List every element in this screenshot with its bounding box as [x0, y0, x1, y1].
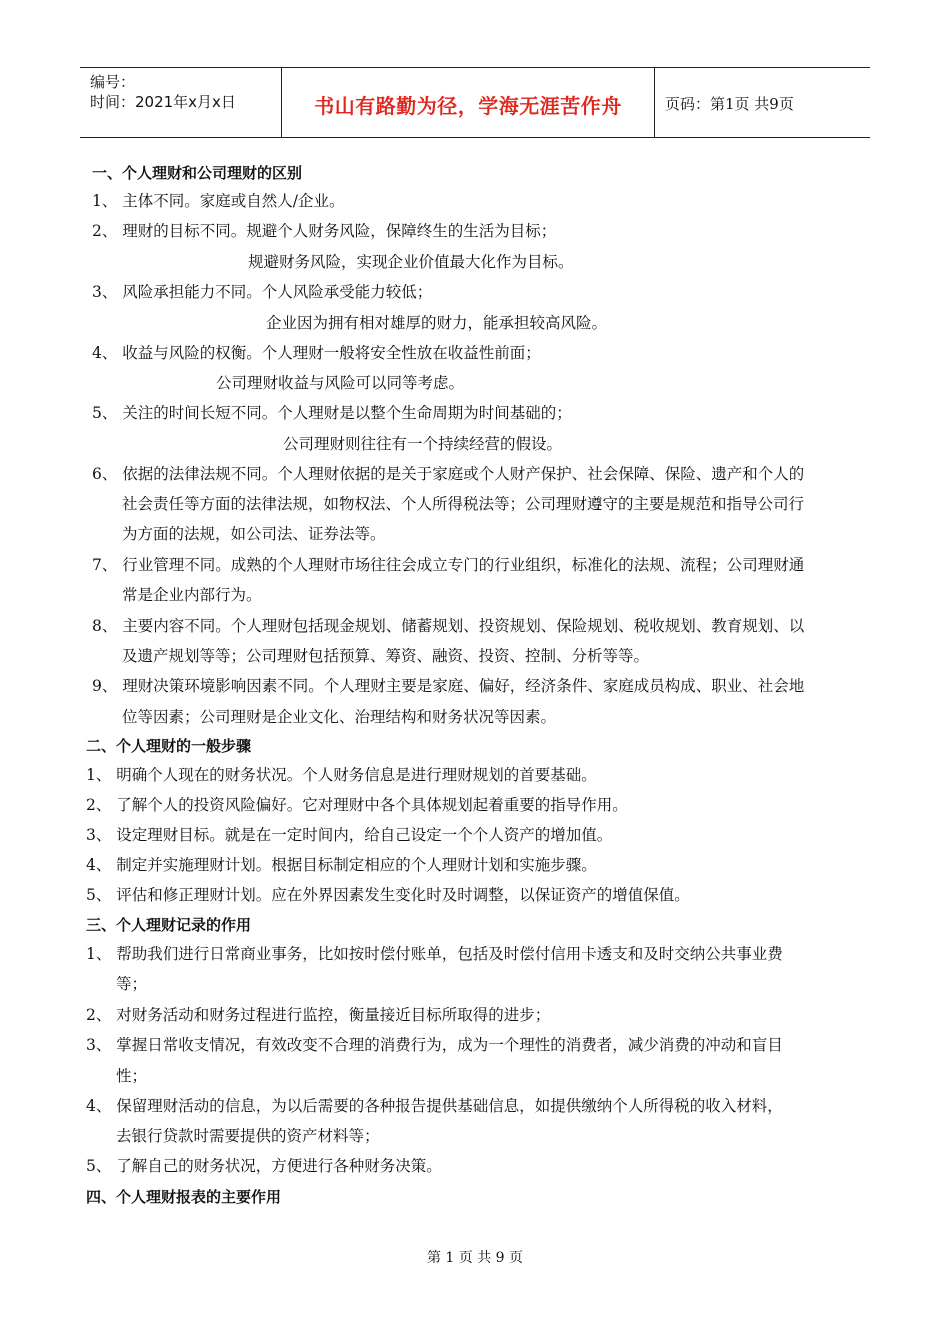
text-line: 1、 明确个人现在的财务状况。个人财务信息是进行理财规划的首要基础。: [86, 766, 597, 784]
text-line: 5、 关注的时间长短不同。个人理财是以整个生命周期为时间基础的；: [92, 404, 572, 422]
text-line: 2、 理财的目标不同。规避个人财务风险，保障终生的生活为目标；: [92, 222, 557, 240]
document-time-label: 时间：2021年x月x日: [90, 93, 236, 111]
text-line: 8、 主要内容不同。个人理财包括现金规划、储蓄规划、投资规划、保险规划、税收规划、教育规划、以: [92, 617, 805, 635]
section-heading: 二、个人理财的一般步骤: [86, 737, 252, 755]
text-line: 3、 风险承担能力不同。个人风险承受能力较低；: [92, 283, 433, 301]
text-line: 3、 掌握日常收支情况，有效改变不合理的消费行为，成为一个理性的消费者，减少消费的冲动和盲目: [86, 1036, 783, 1054]
section-heading: 三、个人理财记录的作用: [86, 916, 252, 934]
header-page-cell: [655, 68, 870, 137]
text-line: 6、 依据的法律法规不同。个人理财依据的是关于家庭或个人财产保护、社会保障、保险、遗产和个人的: [92, 465, 805, 483]
text-line: 公司理财收益与风险可以同等考虑。: [216, 374, 465, 392]
text-line: 3、 设定理财目标。就是在一定时间内，给自己设定一个个人资产的增加值。: [86, 826, 613, 844]
header-motto: 书山有路勤为径，学海无涯苦作舟: [314, 94, 622, 118]
document-number-label: 编号：: [90, 73, 136, 91]
text-line: 企业因为拥有相对雄厚的财力，能承担较高风险。: [266, 314, 608, 332]
section-heading: 四、个人理财报表的主要作用: [86, 1188, 282, 1206]
text-line: 公司理财则往往有一个持续经营的假设。: [283, 435, 563, 453]
text-line: 规避财务风险，实现企业价值最大化作为目标。: [248, 253, 574, 271]
text-line: 2、 对财务活动和财务过程进行监控，衡量接近目标所取得的进步；: [86, 1006, 551, 1024]
text-line: 5、 了解自己的财务状况，方便进行各种财务决策。: [86, 1157, 442, 1175]
text-line: 1、 主体不同。家庭或自然人/企业。: [92, 192, 345, 210]
text-line: 性；: [116, 1067, 148, 1085]
text-line: 为方面的法规，如公司法、证券法等。: [122, 525, 386, 543]
text-line: 2、 了解个人的投资风险偏好。它对理财中各个具体规划起着重要的指导作用。: [86, 796, 628, 814]
text-line: 位等因素；公司理财是企业文化、治理结构和财务状况等因素。: [122, 708, 557, 726]
text-line: 及遗产规划等等；公司理财包括预算、筹资、融资、投资、控制、分析等等。: [122, 647, 650, 665]
text-line: 9、 理财决策环境影响因素不同。个人理财主要是家庭、偏好，经济条件、家庭成员构成、职业、社会地: [92, 677, 805, 695]
text-line: 7、 行业管理不同。成熟的个人理财市场往往会成立专门的行业组织，标准化的法规、流程；公司理财通: [92, 556, 805, 574]
document-header: [80, 67, 870, 138]
text-line: 等；: [116, 975, 148, 993]
text-line: 4、 收益与风险的权衡。个人理财一般将安全性放在收益性前面；: [92, 344, 541, 362]
header-motto-cell: [282, 68, 655, 137]
page-footer: 第 1 页 共 9 页: [426, 1250, 524, 1266]
text-line: 5、 评估和修正理财计划。应在外界因素发生变化时及时调整，以保证资产的增值保值。: [86, 886, 690, 904]
header-page-number: 页码：第1页 共9页: [665, 95, 794, 113]
text-line: 4、 制定并实施理财计划。根据目标制定相应的个人理财计划和实施步骤。: [86, 856, 597, 874]
text-line: 常是企业内部行为。: [122, 586, 262, 604]
section-heading: 一、个人理财和公司理财的区别: [92, 164, 303, 182]
header-info-cell: [80, 68, 282, 137]
text-line: 4、 保留理财活动的信息，为以后需要的各种报告提供基础信息，如提供缴纳个人所得税的收入材料，: [86, 1097, 783, 1115]
text-line: 1、 帮助我们进行日常商业事务，比如按时偿付账单，包括及时偿付信用卡透支和及时交纳公共事业费: [86, 945, 783, 963]
text-line: 社会责任等方面的法律法规，如物权法、个人所得税法等；公司理财遵守的主要是规范和指导公司行: [122, 495, 805, 513]
text-line: 去银行贷款时需要提供的资产材料等；: [116, 1127, 380, 1145]
